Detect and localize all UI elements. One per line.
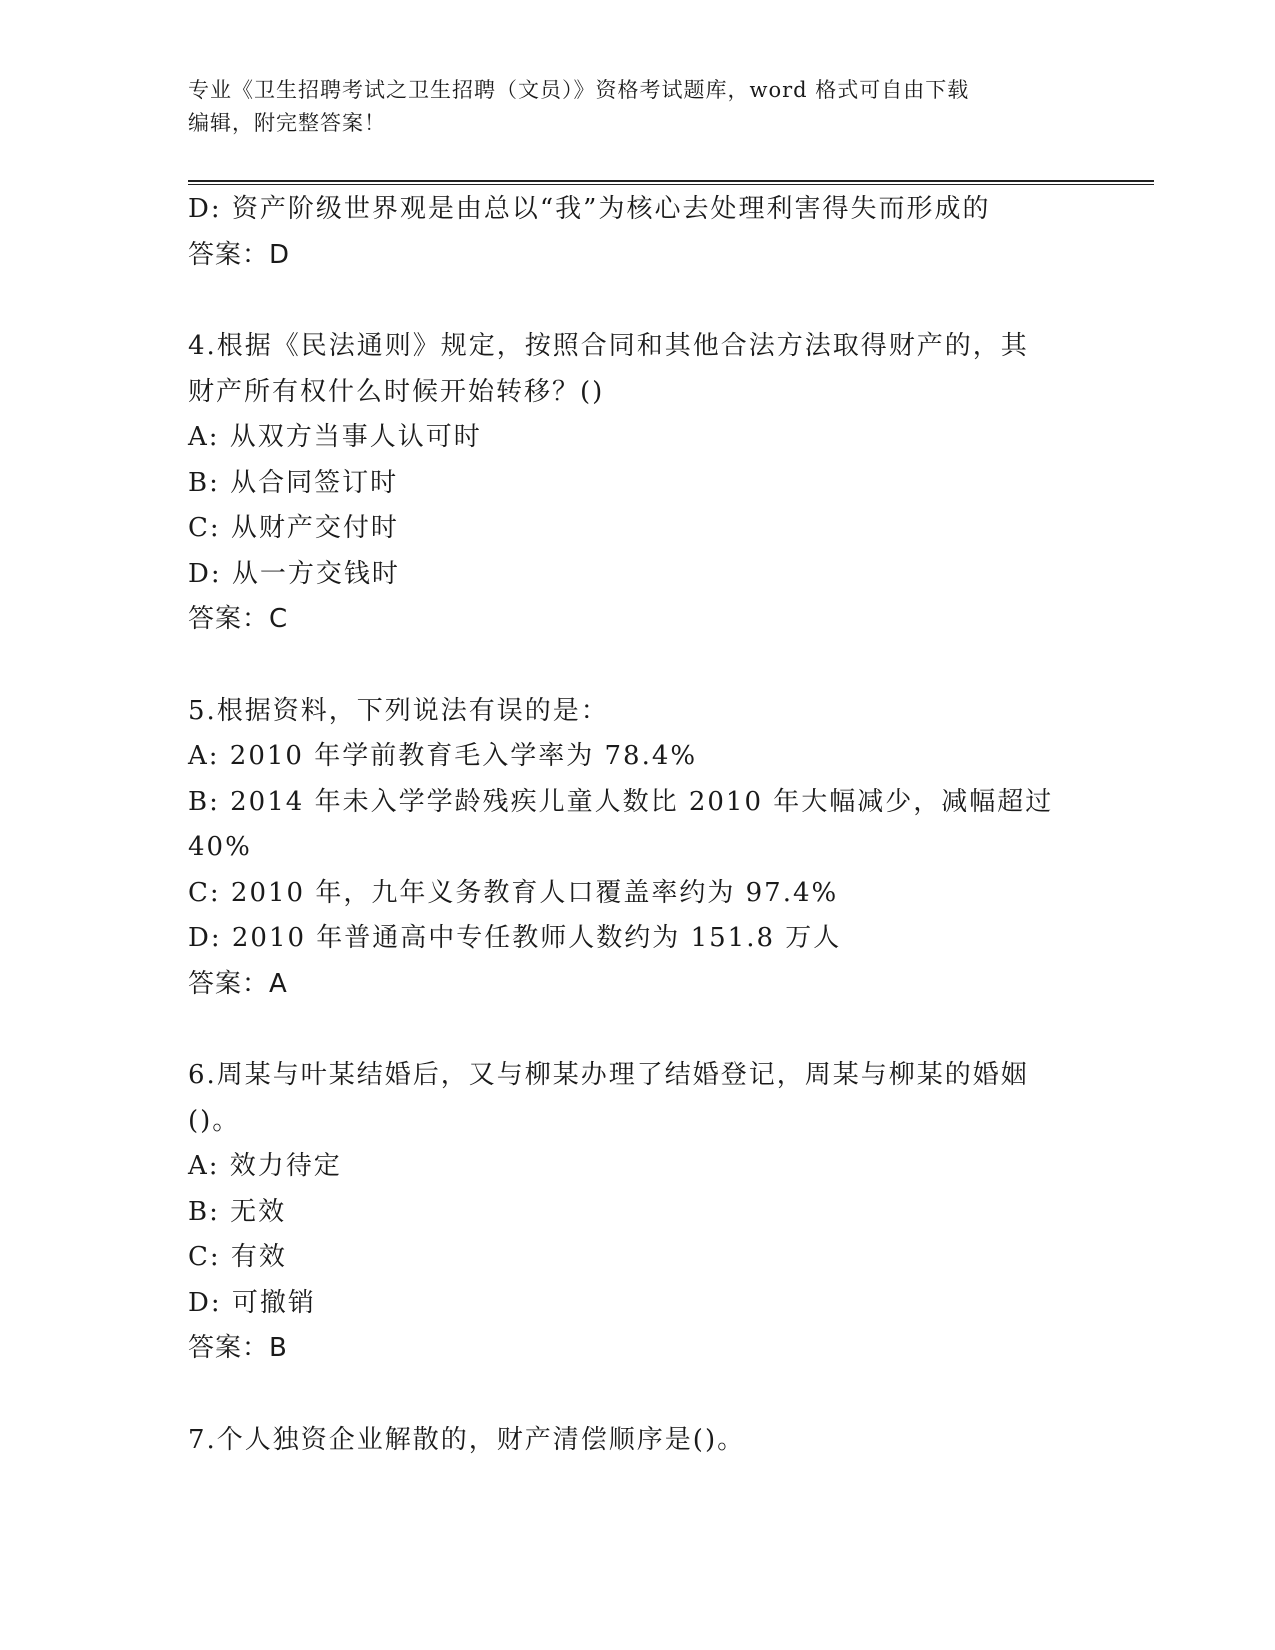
question-stem-line: 6.周某与叶某结婚后，又与柳某办理了结婚登记，周某与柳某的婚姻 xyxy=(188,1060,1029,1090)
option-d: D: 可撤销 xyxy=(188,1287,316,1318)
question-7 xyxy=(188,1418,1088,1464)
carryover-answer: 答案：D xyxy=(188,239,291,270)
question-stem-line: 财产所有权什么时候开始转移？() xyxy=(188,376,605,407)
question-stem-line: ()。 xyxy=(188,1105,241,1136)
document-header xyxy=(188,74,1088,140)
answer-line: 答案：A xyxy=(188,968,288,999)
option-a: A: 效力待定 xyxy=(188,1151,342,1181)
question-5 xyxy=(188,689,1088,1008)
question-stem-line: 7.个人独资企业解散的，财产清偿顺序是()。 xyxy=(188,1424,746,1455)
question-4 xyxy=(188,324,1088,643)
question-stem-line: 5.根据资料，下列说法有误的是： xyxy=(188,695,609,726)
answer-line: 答案：C xyxy=(188,604,289,634)
spacer xyxy=(188,1007,1088,1053)
option-a: A: 从双方当事人认可时 xyxy=(188,422,482,452)
spacer xyxy=(188,278,1088,324)
question-stem-line: 4.根据《民法通则》规定，按照合同和其他合法方法取得财产的，其 xyxy=(188,331,1029,361)
option-c: C: 有效 xyxy=(188,1242,287,1272)
header-line-1: 专业《卫生招聘考试之卫生招聘（文员）》资格考试题库，word 格式可自由下载 xyxy=(188,78,970,102)
option-c: C: 从财产交付时 xyxy=(188,513,399,543)
header-line-2: 编辑，附完整答案！ xyxy=(188,111,386,135)
option-b: B: 从合同签订时 xyxy=(188,467,399,498)
question-content xyxy=(188,187,1088,1463)
question-6 xyxy=(188,1053,1088,1372)
option-b-continued: 40% xyxy=(188,832,252,862)
option-d: D: 从一方交钱时 xyxy=(188,558,400,589)
spacer xyxy=(188,643,1088,689)
option-c: C: 2010 年，九年义务教育人口覆盖率约为 97.4% xyxy=(188,877,839,908)
option-a: A: 2010 年学前教育毛入学率为 78.4% xyxy=(188,741,698,771)
header-rule-thin xyxy=(188,184,1154,185)
answer-line: 答案：B xyxy=(188,1333,288,1363)
carryover-option-d: D: 资产阶级世界观是由总以“我”为核心去处理利害得失而形成的 xyxy=(188,194,991,224)
option-b: B: 无效 xyxy=(188,1196,287,1227)
option-d: D: 2010 年普通高中专任教师人数约为 151.8 万人 xyxy=(188,923,842,953)
spacer xyxy=(188,1372,1088,1418)
option-b: B: 2014 年未入学学龄残疾儿童人数比 2010 年大幅减少，减幅超过 xyxy=(188,786,1054,817)
header-rule-thick xyxy=(188,180,1154,182)
